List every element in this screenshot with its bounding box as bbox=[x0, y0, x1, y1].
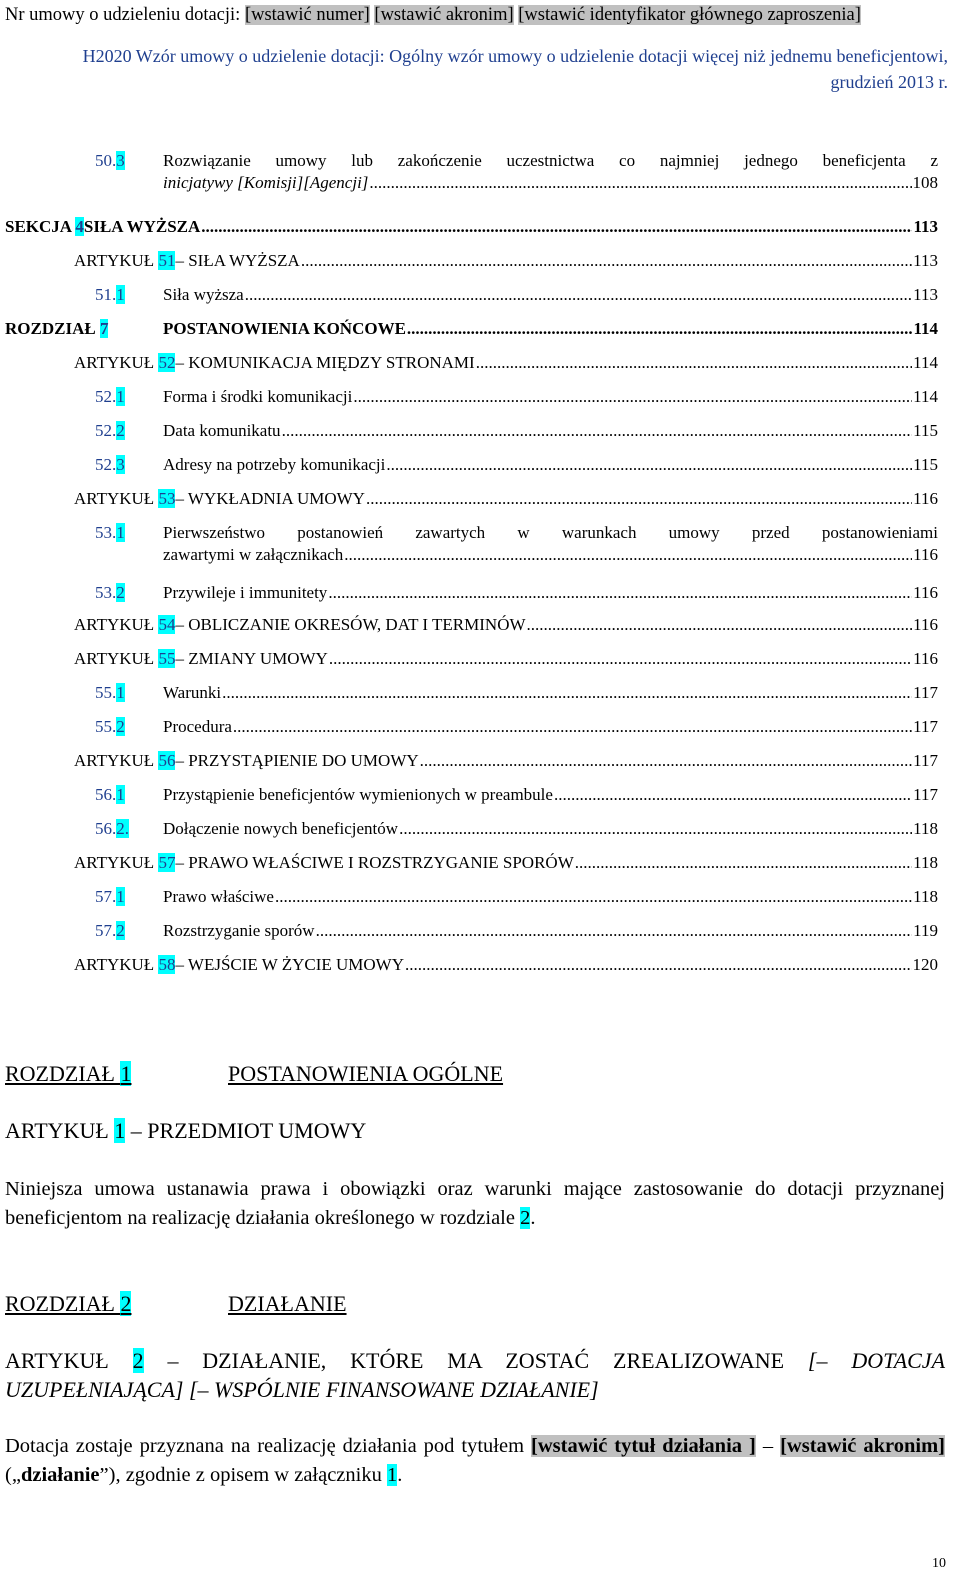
toc-page-number: 117 bbox=[913, 751, 938, 770]
toc-text: – OBLICZANIE OKRESÓW, DAT I TERMINÓW bbox=[175, 615, 526, 634]
toc-leader bbox=[554, 784, 912, 806]
toc-number: ARTYKUŁ 53 bbox=[74, 489, 176, 508]
toc-text: POSTANOWIENIA KOŃCOWE bbox=[163, 319, 406, 338]
toc-text: SIŁA WYŻSZA bbox=[83, 217, 201, 236]
toc-leader bbox=[275, 886, 912, 908]
toc-text: Dołączenie nowych beneficjentów bbox=[163, 819, 399, 838]
toc-number: ARTYKUŁ 54 bbox=[74, 615, 176, 634]
toc-number: 55.2 bbox=[95, 717, 125, 736]
chapter-2-heading: ROZDZIAŁ 2 bbox=[5, 1291, 132, 1316]
toc-page-number: 118 bbox=[913, 853, 938, 872]
toc-text: Warunki bbox=[163, 683, 222, 702]
toc-entry[interactable] bbox=[95, 716, 938, 738]
toc-page-number: 117 bbox=[913, 683, 938, 702]
toc-page-number: 114 bbox=[913, 353, 938, 372]
toc-leader bbox=[222, 682, 912, 704]
toc-text: – PRZYSTĄPIENIE DO UMOWY bbox=[175, 751, 419, 770]
placeholder-call-id: [wstawić identyfikator głównego zaproszenia] bbox=[518, 5, 861, 25]
toc-number: 50.3 bbox=[95, 151, 125, 170]
toc-entry[interactable] bbox=[95, 818, 938, 840]
toc-entry[interactable] bbox=[74, 852, 938, 874]
toc-text: – ZMIANY UMOWY bbox=[175, 649, 328, 668]
toc-page-number: 116 bbox=[913, 583, 938, 602]
toc-page-number: 113 bbox=[913, 285, 938, 304]
toc-number: 52.1 bbox=[95, 387, 125, 406]
toc-entry[interactable] bbox=[95, 522, 938, 566]
toc-leader bbox=[420, 750, 912, 772]
toc-leader bbox=[386, 454, 912, 476]
toc-number: 53.2 bbox=[95, 583, 125, 602]
toc-number: 56.1 bbox=[95, 785, 125, 804]
toc-entry[interactable] bbox=[74, 488, 938, 510]
chapter-2-title: DZIAŁANIE bbox=[228, 1291, 347, 1316]
toc-entry[interactable] bbox=[74, 250, 938, 272]
toc-text: Adresy na potrzeby komunikacji bbox=[163, 455, 386, 474]
article-2-heading: ARTYKUŁ 2 – DZIAŁANIE, KTÓRE MA ZOSTAĆ ZREALIZOWANE [– DOTACJA UZUPEŁNIAJĄCA] [– WSPÓLNIE FINANSOWANE DZIAŁANIE] bbox=[5, 1348, 946, 1402]
toc-text: Rozstrzyganie sporów bbox=[163, 921, 315, 940]
toc-entry[interactable] bbox=[95, 784, 938, 806]
article-1-text: Niniejsza umowa ustanawia prawa i obowiązki oraz warunki mające zastosowanie do dotacji przyznanej beneficjentom na realizację działania określonego w rozdziale 2. bbox=[5, 1178, 945, 1229]
toc-text: Rozwiązanie umowy lub zakończenie uczestnictwa co najmniej jednego beneficjenta z bbox=[163, 151, 938, 170]
toc-entry[interactable] bbox=[95, 454, 938, 476]
toc-leader bbox=[575, 852, 912, 874]
toc-entry[interactable] bbox=[95, 682, 938, 704]
toc-page-number: 114 bbox=[913, 319, 938, 338]
toc-leader bbox=[527, 614, 913, 636]
toc-page-number: 116 bbox=[913, 615, 938, 634]
chapter-1-heading bbox=[5, 1060, 131, 1088]
toc-entry[interactable] bbox=[95, 150, 938, 194]
toc-entry[interactable] bbox=[74, 954, 938, 976]
chapter-reference: 2 bbox=[520, 1207, 531, 1229]
toc-leader bbox=[353, 386, 912, 408]
toc-leader bbox=[282, 420, 913, 442]
toc-entry[interactable] bbox=[95, 284, 938, 306]
toc-number: 55.1 bbox=[95, 683, 125, 702]
toc-number: ARTYKUŁ 58 bbox=[74, 955, 176, 974]
toc-page-number: 119 bbox=[913, 921, 938, 940]
toc-text: – WEJŚCIE W ŻYCIE UMOWY bbox=[175, 955, 404, 974]
toc-page-number: 113 bbox=[913, 251, 938, 270]
toc-text: inicjatywy [Komisji][Agencji] bbox=[163, 173, 369, 192]
toc-number: ROZDZIAŁ 7 bbox=[5, 319, 109, 338]
toc-text: Forma i środki komunikacji bbox=[163, 387, 353, 406]
toc-leader bbox=[316, 920, 913, 942]
toc-leader bbox=[329, 648, 912, 670]
toc-leader bbox=[399, 818, 912, 840]
toc-entry[interactable] bbox=[95, 920, 938, 942]
placeholder-acronym: [wstawić akronim] bbox=[374, 5, 514, 25]
toc-leader bbox=[328, 582, 912, 604]
toc-leader bbox=[344, 544, 912, 566]
toc-entry[interactable] bbox=[95, 386, 938, 408]
toc-leader bbox=[405, 954, 912, 976]
toc-number: ARTYKUŁ 56 bbox=[74, 751, 176, 770]
toc-number: ARTYKUŁ 55 bbox=[74, 649, 176, 668]
toc-entry[interactable] bbox=[5, 216, 938, 238]
toc-page-number: 108 bbox=[912, 173, 938, 192]
toc-number: 57.2 bbox=[95, 921, 125, 940]
toc-page-number: 115 bbox=[913, 455, 938, 474]
toc-page-number: 114 bbox=[913, 387, 938, 406]
contract-number-label: Nr umowy o udzieleniu dotacji: bbox=[5, 5, 245, 25]
toc-text: Przywileje i immunitety bbox=[163, 583, 328, 602]
toc-leader bbox=[245, 284, 912, 306]
toc-text: zawartymi w załącznikach bbox=[163, 545, 344, 564]
toc-number: ARTYKUŁ 52 bbox=[74, 353, 176, 372]
toc-entry[interactable] bbox=[95, 420, 938, 442]
article-2-text: Dotacja zostaje przyznana na realizację działania pod tytułem [wstawić tytuł działania ] – [wstawić akronim] („działanie”), zgodnie z opisem w załączniku 1. bbox=[5, 1435, 945, 1486]
toc-number: 56.2. bbox=[95, 819, 129, 838]
toc-page-number: 116 bbox=[913, 545, 938, 564]
toc-number: 52.2 bbox=[95, 421, 125, 440]
toc-number: ARTYKUŁ 57 bbox=[74, 853, 176, 872]
toc-page-number: 113 bbox=[913, 217, 938, 236]
toc-text: Data komunikatu bbox=[163, 421, 281, 440]
toc-text: – KOMUNIKACJA MIĘDZY STRONAMI bbox=[175, 353, 475, 372]
document-subtitle: H2020 Wzór umowy o udzielenie dotacji: Ogólny wzór umowy o udzielenie dotacji więcej niż jednemu beneficjentowi, grudzień 2013 r. bbox=[82, 46, 948, 92]
toc-page-number: 115 bbox=[913, 421, 938, 440]
toc-leader bbox=[201, 216, 912, 238]
toc-entry[interactable] bbox=[74, 614, 938, 636]
toc-number: 53.1 bbox=[95, 523, 125, 542]
toc-entry[interactable] bbox=[74, 648, 938, 670]
toc-page-number: 116 bbox=[913, 489, 938, 508]
toc-text: Prawo właściwe bbox=[163, 887, 274, 906]
toc-page-number: 118 bbox=[913, 819, 938, 838]
toc-number: SEKCJA 4 bbox=[5, 217, 84, 236]
annex-reference: 1 bbox=[386, 1464, 398, 1486]
toc-leader bbox=[407, 318, 913, 340]
chapter-1-title: POSTANOWIENIA OGÓLNE bbox=[228, 1061, 504, 1086]
toc-entry[interactable] bbox=[95, 582, 938, 604]
toc-leader bbox=[301, 250, 912, 272]
article-2-variants: [– DOTACJA UZUPEŁNIAJĄCA] [– WSPÓLNIE FINANSOWANE DZIAŁANIE] bbox=[5, 1348, 946, 1402]
toc-leader bbox=[369, 172, 911, 194]
page-number: 10 bbox=[932, 1556, 946, 1571]
toc-text: Przystąpienie beneficjentów wymienionych w preambule bbox=[163, 785, 553, 804]
toc-entry[interactable] bbox=[74, 750, 938, 772]
toc-text: – PRAWO WŁAŚCIWE I ROZSTRZYGANIE SPORÓW bbox=[175, 853, 574, 872]
toc-entry[interactable] bbox=[74, 352, 938, 374]
toc-number: 51.1 bbox=[95, 285, 125, 304]
toc-number: 57.1 bbox=[95, 887, 125, 906]
toc-text: Procedura bbox=[163, 717, 232, 736]
chapter-label: ROZDZIAŁ 1 bbox=[5, 1061, 132, 1086]
toc-number: 52.3 bbox=[95, 455, 125, 474]
toc-number: ARTYKUŁ 51 bbox=[74, 251, 176, 270]
toc-leader bbox=[366, 488, 912, 510]
placeholder-action-acronym: [wstawić akronim] bbox=[780, 1435, 945, 1457]
toc-page-number: 120 bbox=[912, 955, 938, 974]
placeholder-action-title: [wstawić tytuł działania ] bbox=[531, 1435, 756, 1457]
toc-page-number: 117 bbox=[913, 785, 938, 804]
toc-text: Pierwszeństwo postanowień zawartych w warunkach umowy przed postanowieniami bbox=[163, 523, 938, 542]
toc-leader bbox=[476, 352, 912, 374]
toc-text: – SIŁA WYŻSZA bbox=[175, 251, 300, 270]
toc-page-number: 118 bbox=[913, 887, 938, 906]
toc-page-number: 116 bbox=[913, 649, 938, 668]
document-header bbox=[5, 2, 955, 29]
toc-text: Siła wyższa bbox=[163, 285, 244, 304]
toc-entry[interactable] bbox=[95, 886, 938, 908]
toc-text: – WYKŁADNIA UMOWY bbox=[175, 489, 365, 508]
toc-page-number: 117 bbox=[913, 717, 938, 736]
toc-leader bbox=[233, 716, 912, 738]
placeholder-number: [wstawić numer] bbox=[244, 5, 370, 25]
article-1-heading: ARTYKUŁ 1 – PRZEDMIOT UMOWY bbox=[5, 1118, 367, 1143]
toc-entry[interactable] bbox=[5, 318, 938, 340]
